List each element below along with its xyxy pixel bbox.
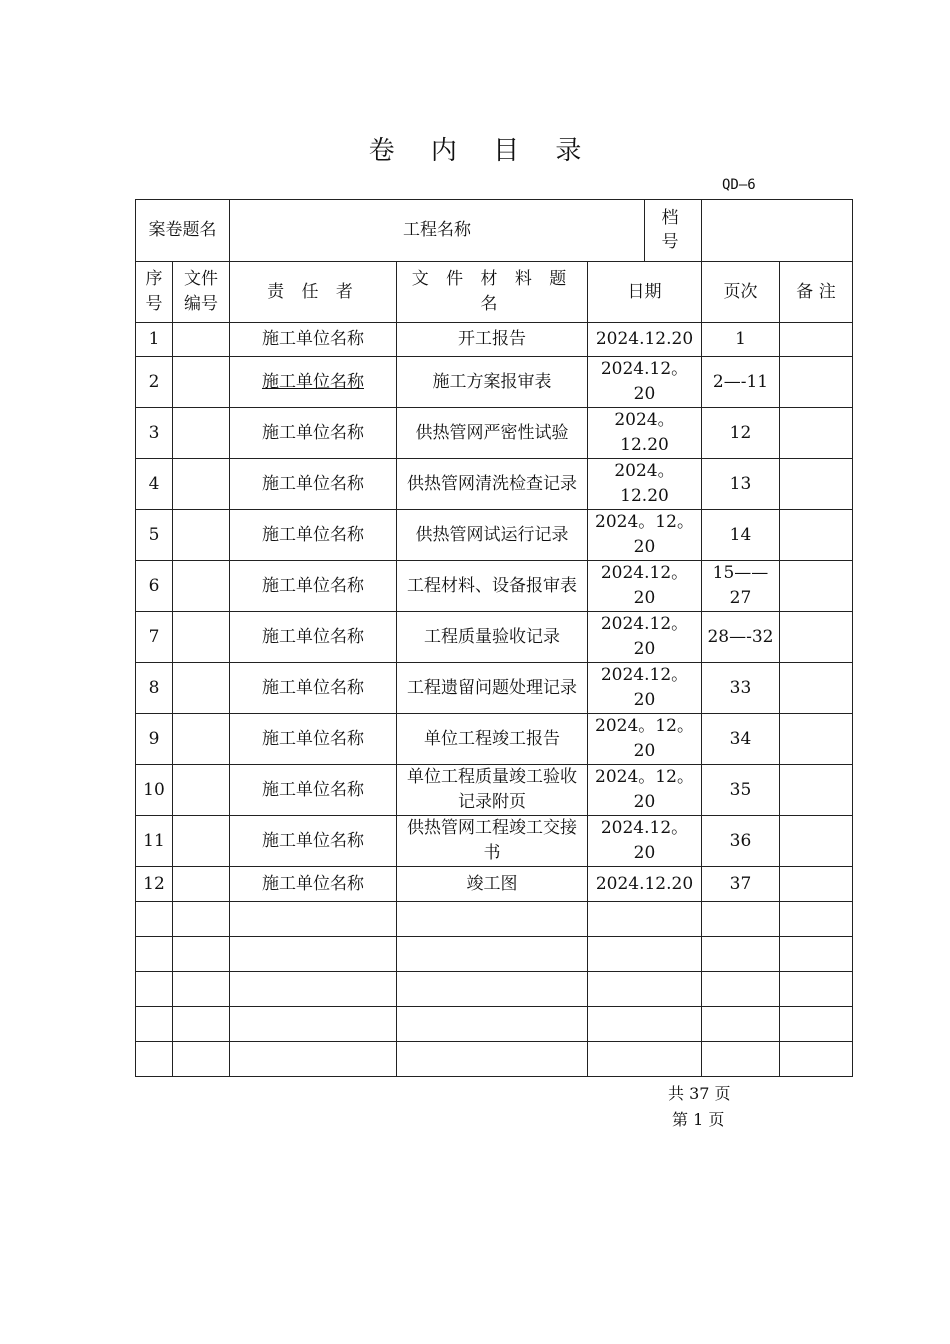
cell-remarks (780, 357, 853, 408)
cell-file-no (173, 357, 230, 408)
cell-pages: 36 (702, 816, 780, 867)
cell-responsible: 施工单位名称 (230, 765, 397, 816)
cell-seq: 10 (136, 765, 173, 816)
empty-row (136, 1007, 853, 1042)
empty-cell (702, 972, 780, 1007)
cell-pages: 28—-32 (702, 612, 780, 663)
cell-doc-title: 施工方案报审表 (397, 357, 588, 408)
cell-pages: 14 (702, 510, 780, 561)
empty-cell (173, 1042, 230, 1077)
table-row (136, 714, 853, 765)
cell-date: 2024.12。20 (588, 663, 702, 714)
empty-cell (780, 902, 853, 937)
cell-seq: 2 (136, 357, 173, 408)
col-remarks: 备 注 (780, 262, 853, 323)
table-row (136, 867, 853, 902)
cell-date: 2024.12.20 (588, 867, 702, 902)
empty-cell (397, 902, 588, 937)
empty-cell (780, 1007, 853, 1042)
entry-rows (136, 323, 853, 1077)
cell-seq: 3 (136, 408, 173, 459)
archive-no-value (702, 200, 853, 262)
empty-cell (702, 937, 780, 972)
cell-doc-title: 单位工程竣工报告 (397, 714, 588, 765)
empty-cell (702, 1042, 780, 1077)
empty-cell (397, 1042, 588, 1077)
empty-cell (173, 902, 230, 937)
empty-cell (230, 972, 397, 1007)
table-row (136, 561, 853, 612)
table-row (136, 510, 853, 561)
cell-responsible: 施工单位名称 (230, 663, 397, 714)
cell-responsible: 施工单位名称 (230, 714, 397, 765)
cell-date: 2024.12.20 (588, 323, 702, 357)
cell-remarks (780, 612, 853, 663)
table-row (136, 408, 853, 459)
cell-pages: 37 (702, 867, 780, 902)
cell-responsible: 施工单位名称 (230, 408, 397, 459)
cell-seq: 9 (136, 714, 173, 765)
empty-cell (702, 902, 780, 937)
cell-pages: 34 (702, 714, 780, 765)
cell-file-no (173, 510, 230, 561)
column-header-row (136, 262, 853, 323)
empty-cell (588, 902, 702, 937)
empty-cell (173, 937, 230, 972)
page-number: 第 1 页 (672, 1110, 725, 1129)
cell-pages: 35 (702, 765, 780, 816)
cell-date: 2024。12.20 (588, 459, 702, 510)
cell-file-no (173, 612, 230, 663)
empty-cell (780, 1042, 853, 1077)
cell-remarks (780, 510, 853, 561)
empty-row (136, 902, 853, 937)
empty-cell (702, 1007, 780, 1042)
cell-doc-title: 竣工图 (397, 867, 588, 902)
table-row (136, 459, 853, 510)
col-seq (136, 262, 173, 323)
case-title-value: 工程名称 (230, 200, 645, 262)
cell-remarks (780, 663, 853, 714)
cell-remarks (780, 323, 853, 357)
cell-date: 2024.12。20 (588, 357, 702, 408)
cell-seq: 1 (136, 323, 173, 357)
cell-seq: 6 (136, 561, 173, 612)
cell-file-no (173, 408, 230, 459)
cell-doc-title: 单位工程质量竣工验收记录附页 (397, 765, 588, 816)
cell-responsible: 施工单位名称 (230, 561, 397, 612)
cell-file-no (173, 765, 230, 816)
cell-doc-title: 供热管网工程竣工交接书 (397, 816, 588, 867)
cell-date: 2024.12。20 (588, 561, 702, 612)
empty-cell (136, 972, 173, 1007)
cell-remarks (780, 561, 853, 612)
cell-doc-title: 开工报告 (397, 323, 588, 357)
header-row (136, 200, 853, 262)
form-code: QD—6 (722, 177, 756, 193)
cell-doc-title: 供热管网严密性试验 (397, 408, 588, 459)
cell-seq: 11 (136, 816, 173, 867)
cell-pages: 1 (702, 323, 780, 357)
cell-responsible: 施工单位名称 (230, 510, 397, 561)
page-title: 卷 内 目 录 (368, 136, 596, 166)
cell-pages: 2—-11 (702, 357, 780, 408)
table-row (136, 765, 853, 816)
cell-seq: 5 (136, 510, 173, 561)
table-row (136, 357, 853, 408)
empty-cell (136, 902, 173, 937)
cell-date: 2024。12。20 (588, 510, 702, 561)
cell-file-no (173, 459, 230, 510)
catalog-table (135, 199, 853, 1077)
cell-doc-title: 工程遗留问题处理记录 (397, 663, 588, 714)
table-row (136, 323, 853, 357)
cell-date: 2024。12。20 (588, 714, 702, 765)
col-responsible: 责 任 者 (230, 262, 397, 323)
archive-no-label (645, 200, 702, 262)
col-pages: 页次 (702, 262, 780, 323)
empty-cell (136, 1042, 173, 1077)
col-seq-text: 序号 (145, 269, 163, 314)
empty-cell (588, 1007, 702, 1042)
cell-responsible: 施工单位名称 (230, 816, 397, 867)
cell-seq: 4 (136, 459, 173, 510)
cell-file-no (173, 323, 230, 357)
cell-date: 2024。12.20 (588, 408, 702, 459)
cell-responsible: 施工单位名称 (230, 459, 397, 510)
cell-date: 2024.12。20 (588, 816, 702, 867)
col-date: 日期 (588, 262, 702, 323)
cell-seq: 7 (136, 612, 173, 663)
table-row (136, 816, 853, 867)
cell-file-no (173, 867, 230, 902)
empty-cell (230, 1007, 397, 1042)
cell-remarks (780, 765, 853, 816)
empty-cell (397, 972, 588, 1007)
cell-date: 2024。12。20 (588, 765, 702, 816)
archive-no-label-text: 档号 (661, 208, 679, 252)
cell-seq: 12 (136, 867, 173, 902)
cell-seq: 8 (136, 663, 173, 714)
cell-doc-title: 供热管网清洗检查记录 (397, 459, 588, 510)
col-file-no (173, 262, 230, 323)
cell-doc-title: 工程材料、设备报审表 (397, 561, 588, 612)
cell-file-no (173, 663, 230, 714)
cell-remarks (780, 867, 853, 902)
cell-doc-title: 工程质量验收记录 (397, 612, 588, 663)
cell-responsible: 施工单位名称 (230, 323, 397, 357)
table-row (136, 612, 853, 663)
empty-cell (588, 1042, 702, 1077)
cell-date: 2024.12。20 (588, 612, 702, 663)
cell-pages: 13 (702, 459, 780, 510)
empty-cell (588, 972, 702, 1007)
cell-doc-title: 供热管网试运行记录 (397, 510, 588, 561)
empty-cell (397, 1007, 588, 1042)
empty-cell (588, 937, 702, 972)
col-doc-title: 文 件 材 料 题 名 (397, 262, 588, 323)
cell-file-no (173, 561, 230, 612)
cell-pages: 12 (702, 408, 780, 459)
empty-cell (173, 1007, 230, 1042)
empty-cell (230, 902, 397, 937)
cell-pages: 15——27 (702, 561, 780, 612)
empty-row (136, 1042, 853, 1077)
table-row (136, 663, 853, 714)
case-title-label: 案卷题名 (136, 200, 230, 262)
empty-cell (780, 972, 853, 1007)
cell-responsible: 施工单位名称 (230, 867, 397, 902)
empty-cell (136, 937, 173, 972)
cell-responsible: 施工单位名称 (230, 612, 397, 663)
empty-cell (173, 972, 230, 1007)
empty-cell (230, 1042, 397, 1077)
empty-row (136, 972, 853, 1007)
cell-remarks (780, 459, 853, 510)
cell-remarks (780, 408, 853, 459)
cell-remarks (780, 714, 853, 765)
total-pages: 共 37 页 (668, 1084, 731, 1103)
col-file-no-text: 文件编号 (184, 269, 218, 314)
cell-pages: 33 (702, 663, 780, 714)
cell-remarks (780, 816, 853, 867)
cell-file-no (173, 816, 230, 867)
empty-cell (397, 937, 588, 972)
empty-cell (780, 937, 853, 972)
empty-cell (136, 1007, 173, 1042)
empty-row (136, 937, 853, 972)
empty-cell (230, 937, 397, 972)
cell-file-no (173, 714, 230, 765)
cell-responsible: 施工单位名称 (230, 357, 397, 408)
